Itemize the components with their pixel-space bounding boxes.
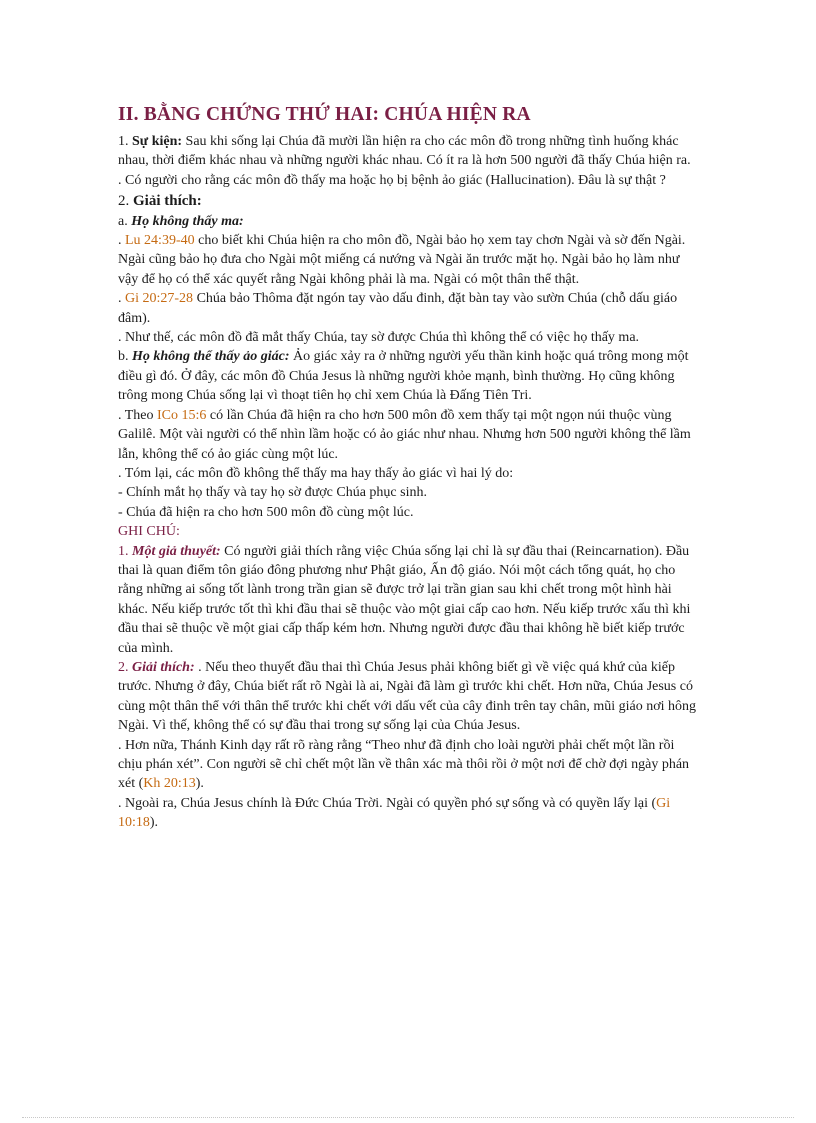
subheading-not-ghost: a. Họ không thấy ma: — [118, 213, 244, 229]
scripture-reference: Gi 20:27-28 — [125, 291, 194, 307]
paragraph-hallucination: b. Họ không thể thấy ảo giác: Ảo giác xảy ra ở những người yếu thần kinh hoặc quá trông mong một điều gì đó. Ở đây, các môn đồ Chúa Jesus là những người khỏe mạnh, bình thường. Họ cũng không trông mong Chúa sống lại vì thoạt tiên họ chỉ xem Chúa là Đấng Tiên Tri. — [118, 349, 689, 404]
list-item: - Chính mắt họ thấy và tay họ sờ được Chúa phục sinh. — [118, 485, 427, 501]
paragraph-summary: . Tóm lại, các môn đồ không thể thấy ma hay thấy ảo giác vì hai lý do: — [118, 465, 514, 481]
paragraph-conclusion-ghost: . Như thế, các môn đồ đã mắt thấy Chúa, tay sờ được Chúa thì không thể có việc họ thấy ma. — [118, 330, 640, 346]
paragraph-explanation: 2. Giải thích: . Nếu theo thuyết đầu thai thì Chúa Jesus phải không biết gì về việc quá khứ của kiếp trước. Nhưng ở đây, Chúa biết rất rõ Ngài là ai, Ngài đã làm gì trước khi chết. Hơn nữa, Chúa Jesus có cùng một thân thể với thân thể trước khi chết với dấu vết của cây đinh trên tay chân, mũi giáo nơi hông Ngài. Vì thế, không thể có sự đầu thai trong sự sống lại của Chúa Jesus. — [118, 659, 696, 734]
subheading-explanation: 2. Giải thích: — [118, 193, 202, 210]
label-event: Sự kiện: — [132, 134, 183, 149]
paragraph-divinity: . Ngoài ra, Chúa Jesus chính là Đức Chúa Trời. Ngài có quyền phó sự sống và có quyền lấy lại (Gi 10:18). — [118, 795, 671, 831]
scripture-reference: Gi 10:18 — [118, 795, 671, 831]
scripture-reference: ICo 15:6 — [157, 407, 207, 423]
list-item: - Chúa đã hiện ra cho hơn 500 môn đồ cùng một lúc. — [118, 504, 414, 520]
label-hallucination: Họ không thể thấy ảo giác: — [132, 349, 290, 365]
paragraph-corinthians: . Theo ICo 15:6 có lần Chúa đã hiện ra cho hơn 500 môn đồ xem thấy tại một ngọn núi thuộc vùng Galilê. Một vài người có thể nhìn lầm hoặc có ảo giác như nhau. Nhưng hơn 500 người không thể lầm lẫn, không thể có ảo giác cùng một lúc. — [118, 407, 691, 462]
scripture-reference: Lu 24:39-40 — [125, 233, 195, 249]
paragraph-hypothesis: 1. Một giả thuyết: Có người giải thích rằng việc Chúa sống lại chỉ là sự đầu thai (Reincarnation). Đầu thai là quan điểm tôn giáo đông phương như Phật giáo, Ấn độ giáo. Nói một cách tổng quát, họ cho rằng những ai sống tốt lành trong trần gian sẽ được trở lại trần gian sau khi chết trong một hình hài khác. Nếu kiếp trước tốt thì khi đầu thai sẽ thuộc vào một giai cấp cao hơn. Nếu kiếp trước xấu thì khi đầu thai sẽ thuộc về một giai cấp thấp kém hơn. Nhưng người được đầu thai không hề biết kiếp trước của mình. — [118, 543, 691, 656]
document-body — [118, 104, 698, 833]
paragraph-luke: . Lu 24:39-40 cho biết khi Chúa hiện ra cho môn đồ, Ngài bảo họ xem tay chơn Ngài và sờ đến Ngài. Ngài cũng bảo họ đưa cho Ngài một miếng cá nướng và Ngài ăn trước mặt họ. Ngài bảo họ làm như vậy để họ có thể xác quyết rằng Ngài không phải là ma. Ngài có một thân thể thật. — [118, 233, 686, 287]
note-heading: GHI CHÚ: — [118, 524, 180, 540]
scripture-reference: Kh 20:13 — [143, 776, 196, 792]
section-heading: II. BẰNG CHỨNG THỨ HAI: CHÚA HIỆN RA — [118, 104, 531, 125]
paragraph-john: . Gi 20:27-28 Chúa bảo Thôma đặt ngón tay vào dấu đinh, đặt bàn tay vào sườn Chúa (chỗ dấu giáo đâm). — [118, 291, 678, 326]
paragraph-question: . Có người cho rằng các môn đồ thấy ma hoặc họ bị bệnh ảo giác (Hallucination). Đâu là sự thật ? — [118, 172, 666, 188]
paragraph-event: 1. Sự kiện: Sau khi sống lại Chúa đã mười lần hiện ra cho các môn đồ trong những tình huống khác nhau, thời điểm khác nhau và những người khác nhau. Có ít ra là hơn 500 người đã thấy Chúa hiện ra. — [118, 134, 691, 169]
label-explanation: Giải thích: — [132, 659, 195, 675]
label-hypothesis: Một giả thuyết: — [132, 543, 221, 559]
paragraph-scripture-teaching: . Hơn nữa, Thánh Kinh dạy rất rõ ràng rằng “Theo như đã định cho loài người phải chết một lần rồi chịu phán xét”. Con người sẽ chỉ chết một lần về thân xác mà thôi rồi ở một nơi để chờ đợi ngày phán xét (Kh 20:13). — [118, 737, 690, 792]
page-bottom-divider — [22, 1117, 794, 1118]
